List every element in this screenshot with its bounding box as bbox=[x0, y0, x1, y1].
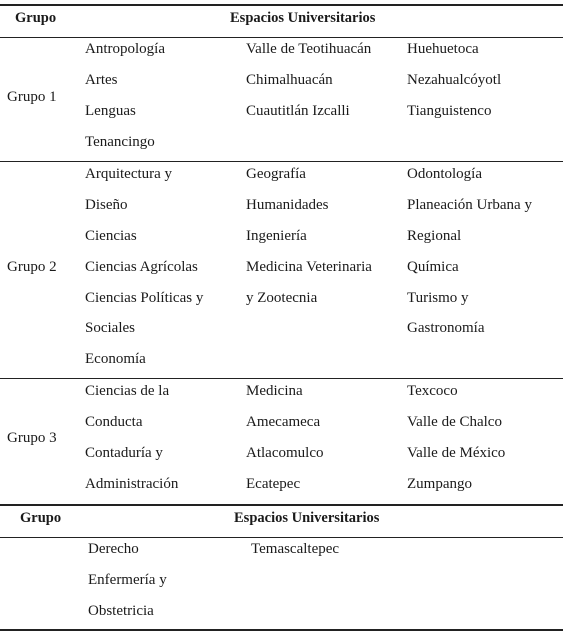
table-cell: Química bbox=[407, 259, 459, 275]
header2-spaces: Espacios Universitarios bbox=[234, 510, 380, 526]
table-cell: Sociales bbox=[85, 320, 135, 336]
table-cell: Nezahualcóyotl bbox=[407, 72, 502, 88]
table-cell: Regional bbox=[407, 228, 462, 244]
table-cell: Humanidades bbox=[246, 197, 329, 213]
table-cell: Zumpango bbox=[407, 476, 472, 492]
table-cell: Temascaltepec bbox=[251, 541, 340, 557]
table-cell: Valle de México bbox=[407, 445, 506, 461]
table-cell: Arquitectura y bbox=[85, 166, 173, 182]
table-cell: Texcoco bbox=[407, 383, 458, 399]
table-cell: Ingeniería bbox=[246, 228, 307, 244]
table-cell: Cuautitlán Izcalli bbox=[246, 103, 350, 119]
table-cell: Diseño bbox=[85, 197, 128, 213]
group-name: Grupo 2 bbox=[7, 259, 57, 275]
table-cell: Ciencias bbox=[85, 228, 137, 244]
table-cell: Economía bbox=[85, 351, 146, 367]
table-cell: Tenancingo bbox=[85, 134, 155, 150]
table-cell: Ciencias Políticas y bbox=[85, 290, 204, 306]
table-cell: Odontología bbox=[407, 166, 482, 182]
header-spaces: Espacios Universitarios bbox=[230, 10, 376, 26]
group-name: Grupo 3 bbox=[7, 430, 57, 446]
group3-bottom-rule bbox=[0, 504, 563, 506]
table-cell: Amecameca bbox=[246, 414, 321, 430]
table-cell: Enfermería y bbox=[88, 572, 167, 588]
table-cell: Lenguas bbox=[85, 103, 136, 119]
table-cell: Huehuetoca bbox=[407, 41, 479, 57]
table-cell: Ciencias de la bbox=[85, 383, 170, 399]
table-cell: Valle de Teotihuacán bbox=[246, 41, 372, 57]
group2-bottom-rule bbox=[0, 378, 563, 379]
table-cell: Derecho bbox=[88, 541, 139, 557]
group-name: Grupo 1 bbox=[7, 89, 57, 105]
table-cell: y Zootecnia bbox=[246, 290, 318, 306]
group1-bottom-rule bbox=[0, 161, 563, 162]
table-cell: Medicina Veterinaria bbox=[246, 259, 372, 275]
header2-group: Grupo bbox=[20, 510, 62, 526]
table-cell: Artes bbox=[85, 72, 118, 88]
table-cell: Turismo y bbox=[407, 290, 469, 306]
table-cell: Medicina bbox=[246, 383, 303, 399]
table-cell: Atlacomulco bbox=[246, 445, 324, 461]
table-cell: Administración bbox=[85, 476, 179, 492]
table-cell: Antropología bbox=[85, 41, 165, 57]
table-cell: Ciencias Agrícolas bbox=[85, 259, 198, 275]
table-top-rule bbox=[0, 4, 563, 6]
table-cell: Ecatepec bbox=[246, 476, 301, 492]
header-group: Grupo bbox=[15, 10, 57, 26]
table-cell: Conducta bbox=[85, 414, 143, 430]
header-rule bbox=[0, 37, 563, 38]
table-cell: Valle de Chalco bbox=[407, 414, 502, 430]
table-cell: Obstetricia bbox=[88, 603, 154, 619]
table-cell: Planeación Urbana y bbox=[407, 197, 532, 213]
table-cell: Geografía bbox=[246, 166, 306, 182]
table-cell: Gastronomía bbox=[407, 320, 485, 336]
table-cell: Tianguistenco bbox=[407, 103, 492, 119]
table-cell: Chimalhuacán bbox=[246, 72, 333, 88]
header2-rule bbox=[0, 537, 563, 538]
table-bottom-rule bbox=[0, 629, 563, 631]
table-cell: Contaduría y bbox=[85, 445, 163, 461]
